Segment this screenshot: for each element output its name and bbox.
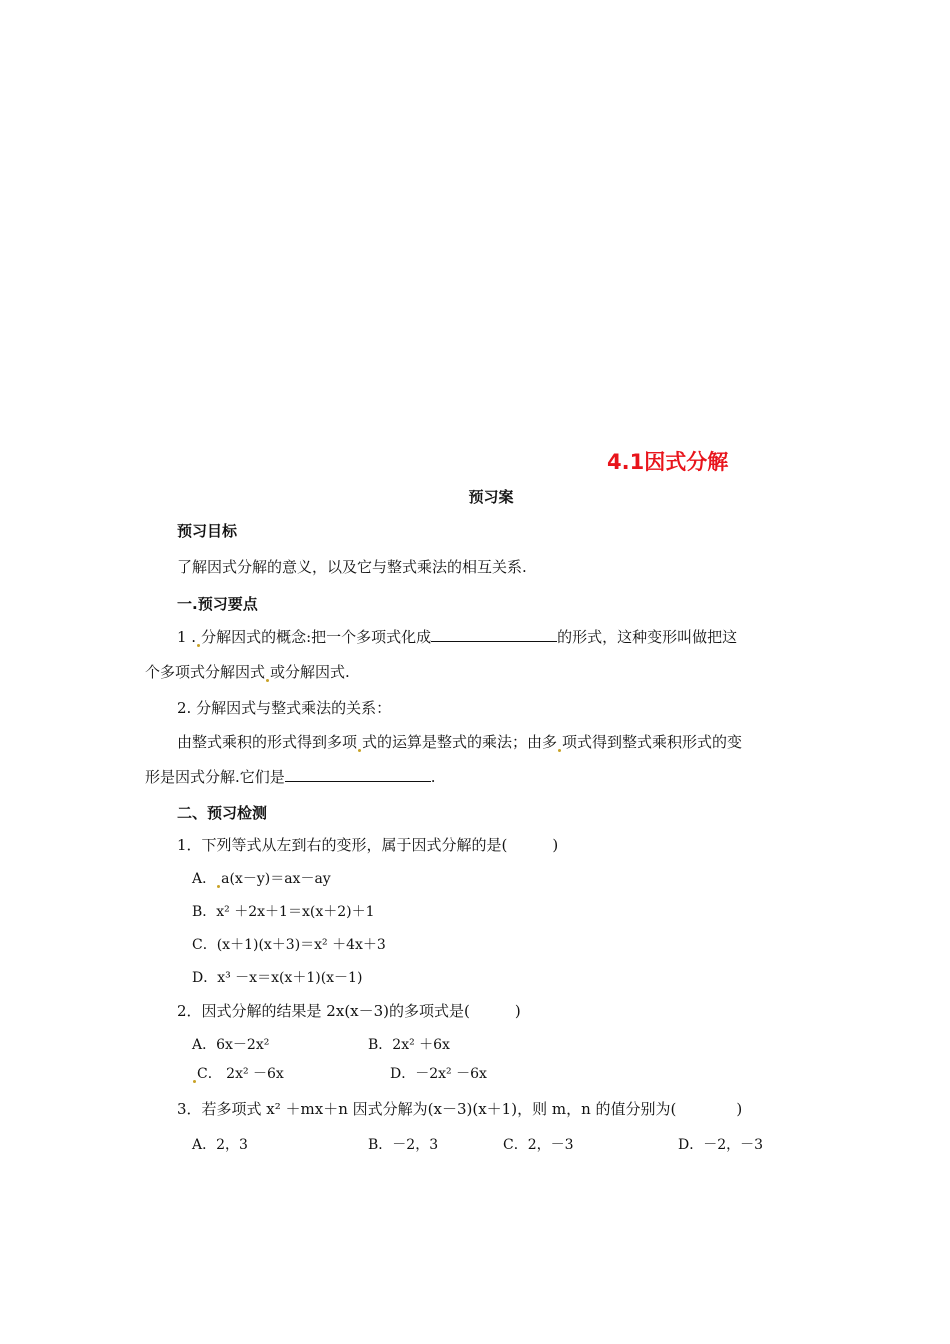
q3-option-d: D．－2，－3 [678,1137,764,1153]
item2-line2-b: 式的运算是整式的乘法；由多 [362,733,558,751]
section2-heading: 二、预习检测 [177,804,268,822]
mark-dot [558,749,561,752]
mark-dot [358,749,361,752]
q3-stem: 3．若多项式 x² ＋mx＋n 因式分解为(x－3)(x＋1)，则 m，n 的值分别为( ) [177,1100,743,1118]
item1-line2-a: 个多项式分解因式 [145,663,266,681]
q1-option-d: D．x³ －x＝x(x＋1)(x－1) [192,970,363,986]
q2-option-b: B．2x² ＋6x [368,1037,450,1053]
q1-option-b: B．x² ＋2x＋1＝x(x＋2)＋1 [192,904,375,920]
q2-option-a: A．6x－2x² [192,1037,270,1053]
item1-text-a: 分解因式的概念:把一个多项式化成 [201,628,432,646]
section1-heading: 一.预习要点 [177,595,258,613]
mark-dot [217,885,220,888]
item1-line2-b: 或分解因式. [270,663,350,681]
mark-dot [193,1080,196,1083]
q1-option-a-label: A． [192,871,217,887]
item2-line2-a: 由整式乘积的形式得到多项 [177,733,358,751]
item1-text-b: 的形式，这种变形叫做把这 [557,628,738,646]
goal-text: 了解因式分解的意义，以及它与整式乘法的相互关系. [177,558,527,576]
item2-line3-b: . [430,768,436,786]
q2-option-c-text: C． 2x² －6x [197,1066,284,1082]
q2-stem: 2．因式分解的结果是 2x(x－3)的多项式是( ) [177,1002,521,1020]
q2-option-c [192,1063,284,1083]
section1-item2-line3 [145,766,436,787]
q1-option-a-text: a(x－y)＝ax－ay [221,871,331,887]
q3-option-a: A．2，3 [192,1137,248,1153]
q3-option-c: C．2，－3 [503,1137,574,1153]
item2-line3-a: 形是因式分解.它们是 [145,768,285,786]
item1-prefix: 1 . [177,628,197,646]
section1-item1-line1 [177,626,737,647]
section1-item1-line2 [145,661,350,682]
q1-option-c: C．(x＋1)(x＋3)＝x² ＋4x＋3 [192,937,386,953]
document-subtitle: 预习案 [468,488,514,506]
q2-option-d: D．－2x² －6x [390,1066,487,1082]
document-title: 4.1因式分解 [607,450,729,474]
section1-item2-line2 [177,731,742,752]
answer-blank-2 [285,766,431,782]
q1-stem: 1．下列等式从左到右的变形，属于因式分解的是( ) [177,836,559,854]
section1-item2-line1: 2. 分解因式与整式乘法的关系： [177,699,392,717]
mark-dot [266,679,269,682]
mark-dot [197,644,200,647]
item2-line2-c: 项式得到整式乘积形式的变 [562,733,743,751]
goal-heading: 预习目标 [177,522,238,540]
q1-option-a [192,868,331,888]
q3-option-b: B．－2，3 [368,1137,439,1153]
answer-blank-1 [431,626,557,642]
